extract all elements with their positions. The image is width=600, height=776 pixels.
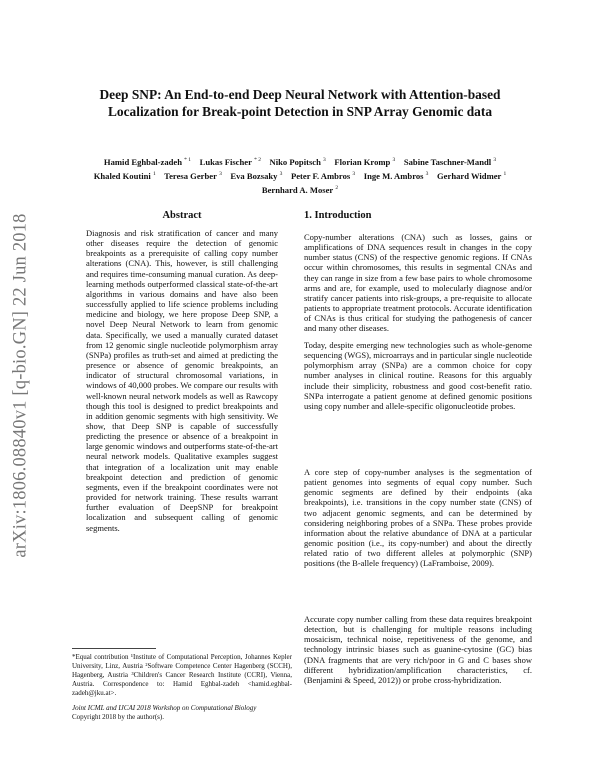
title-line-1: Deep SNP: An End-to-end Deep Neural Network with Attention-based <box>99 87 501 102</box>
venue-info <box>72 704 292 722</box>
author-affiliation: 3 <box>352 170 356 177</box>
author-line-2 <box>60 168 540 182</box>
author-name: Eva Bozsaky <box>230 170 278 181</box>
author-line-1 <box>60 154 540 168</box>
author-line-3 <box>60 182 540 196</box>
abstract-heading: Abstract <box>162 210 202 221</box>
author-list <box>60 154 540 196</box>
abstract-text <box>86 228 278 533</box>
author-name: Bernhard A. Moser <box>261 184 334 195</box>
author-affiliation: 3 <box>493 157 497 163</box>
intro-paragraph-1 <box>304 232 532 334</box>
copyright-text: Copyright 2018 by the author(s). <box>72 713 164 722</box>
footnote-rule <box>72 648 156 649</box>
intro-paragraph-2 <box>304 340 532 411</box>
intro-paragraph-text: Today, despite emerging new technologies such as whole-genome sequencing (WGS), microarrays and in particular single nucleotide polymorphism array (SNPa) are a common choice for copy number analyses in clinical routine. Reasons for this arguably include their simplicity, robustness and good cost-benefit ratio. SNPa interrogate a patient genome at defined genomic positions using copy number and allele-specific oligonucleotide probes. <box>304 340 532 411</box>
footnote-text: *Equal contribution ¹Institute of Computational Perception, Johannes Kepler University, Linz, Austria ²Software Competence Center Hagenberg (SCCH), Hagenberg, Austria ³Children's Cancer Research Institute (CCRI), Vienna, Austria. Correspondence to: Hamid Eghbal-zadeh <hamid.eghbal-zadeh@jku.at>. <box>72 653 292 698</box>
title-line-2: Localization for Break-point Detection in SNP Array Genomic data <box>107 104 493 119</box>
abstract-paragraph: Diagnosis and risk stratification of cancer and many other diseases require the detection of genomic breakpoints as a prerequisite of calling copy number alterations (CNA). This, however, is still challenging and requires time-consuming manual curation. As deep-learning methods outperformed classical state-of-the-art algorithms in various domains and have also been successfully applied to life science problems including medicine and biology, we here propose Deep SNP, a novel Deep Neural Network to learn from genomic data. Specifically, we used a manually curated dataset from 12 genomic single nucleotide polymorphism array (SNPa) profiles as truth-set and aimed at predicting the presence or absence of genomic breakpoints, an indicator of structural chromosomal variations, in windows of 40,000 probes. We compare our results with well-known neural network models as well as Rawcopy though this tool is designed to predict breakpoints and in addition genomic segments with high sensitivity. We show, that Deep SNP is capable of successfully predicting the presence or absence of a breakpoint in large genomic windows and outperforms state-of-the-art neural network models. Qualitative examples suggest that integration of a localization unit may enable breakpoint detection and prediction of genomic segments, even if the breakpoint coordinates were not provided for network training. These results warrant further evaluation of DeepSNP for breakpoint localization and subsequent calling of genomic segments. <box>86 228 278 533</box>
intro-paragraph-text: Copy-number alterations (CNA) such as losses, gains or amplifications of DNA sequences result in changes in the copy number status (CNS) of the respective genomic regions. If CNAs occur within chromosomes, this results in segmental CNAs and they can range in size from a few base pairs to whole chromosome arms and are, for example, used to molecularly diagnose and/or stratify cancer patients into risk-groups, a pre-requisite to allocate patients to appropriate treatment protocols. Accurate identification of CNAs is thus critical for studying the pathogenesis of cancer and many other diseases. <box>304 232 532 334</box>
author-name: Sabine Taschner-Mandl <box>403 156 492 167</box>
author-affiliation: 1 <box>152 170 156 177</box>
author-affiliation: 1 <box>503 170 507 177</box>
author-affiliation: 3 <box>425 170 429 177</box>
author-name: Lukas Fischer <box>199 156 252 167</box>
author-name: Florian Kromp <box>334 156 391 167</box>
author-name: Peter F. Ambros <box>290 170 351 181</box>
author-affiliation: 3 <box>279 170 283 177</box>
paper-title <box>60 86 540 120</box>
author-name: Teresa Gerber <box>164 170 217 181</box>
arxiv-stamp-text: arXiv:1806.08840v1 [q-bio.GN] 22 Jun 2018 <box>10 212 31 558</box>
intro-paragraph-text: Accurate copy number calling from these data requires breakpoint detection, but is challenging for multiple reasons including mosaicism, technical noise, repetitiveness of the genome, and technology intrinsic biases such as guanine-cytosine (GC) bias (DNA fragments that are very rich/poor in G and C bases show different hybridization/amplification characteristics, cf. (Benjamini & Speed, 2012)) or probe cross-hybridization. <box>304 614 532 685</box>
author-affiliation: 3 <box>219 170 222 177</box>
author-affiliation: * 1 <box>184 157 192 163</box>
author-name: Gerhard Widmer <box>437 170 502 181</box>
intro-paragraph-text: A core step of copy-number analyses is the segmentation of patient genomes into segments of equal copy number. Such genomic segments are defined by their endpoints (aka breakpoints), i.e. transitions in the copy number state (CNS) of two adjacent genomic segments, and can be determined by considering neighboring probes of a SNPa. These probes provide information about the relative abundance of DNA at a particular genomic position (i.e., its copy-number) and about the directly related ratio of two different alleles at polymorphic (SNP) positions (the B-allele frequency) (LaFramboise, 2009). <box>304 467 532 569</box>
intro-paragraph-3 <box>304 467 532 569</box>
author-affiliation: 3 <box>323 157 326 163</box>
introduction-heading: 1. Introduction <box>304 210 372 221</box>
author-name: Khaled Koutini <box>93 170 151 181</box>
author-name: Inge M. Ambros <box>363 170 424 181</box>
workshop-name: Joint ICML and IJCAI 2018 Workshop on Computational Biology <box>72 704 257 712</box>
arxiv-stamp <box>5 150 37 620</box>
author-affiliation: 3 <box>392 157 396 163</box>
author-affiliation: * 2 <box>254 157 261 163</box>
author-name: Niko Popitsch <box>269 156 321 167</box>
intro-paragraph-4 <box>304 614 532 685</box>
author-affiliation: 2 <box>335 184 339 191</box>
author-name: Hamid Eghbal-zadeh <box>103 156 182 167</box>
footnote <box>72 653 292 698</box>
